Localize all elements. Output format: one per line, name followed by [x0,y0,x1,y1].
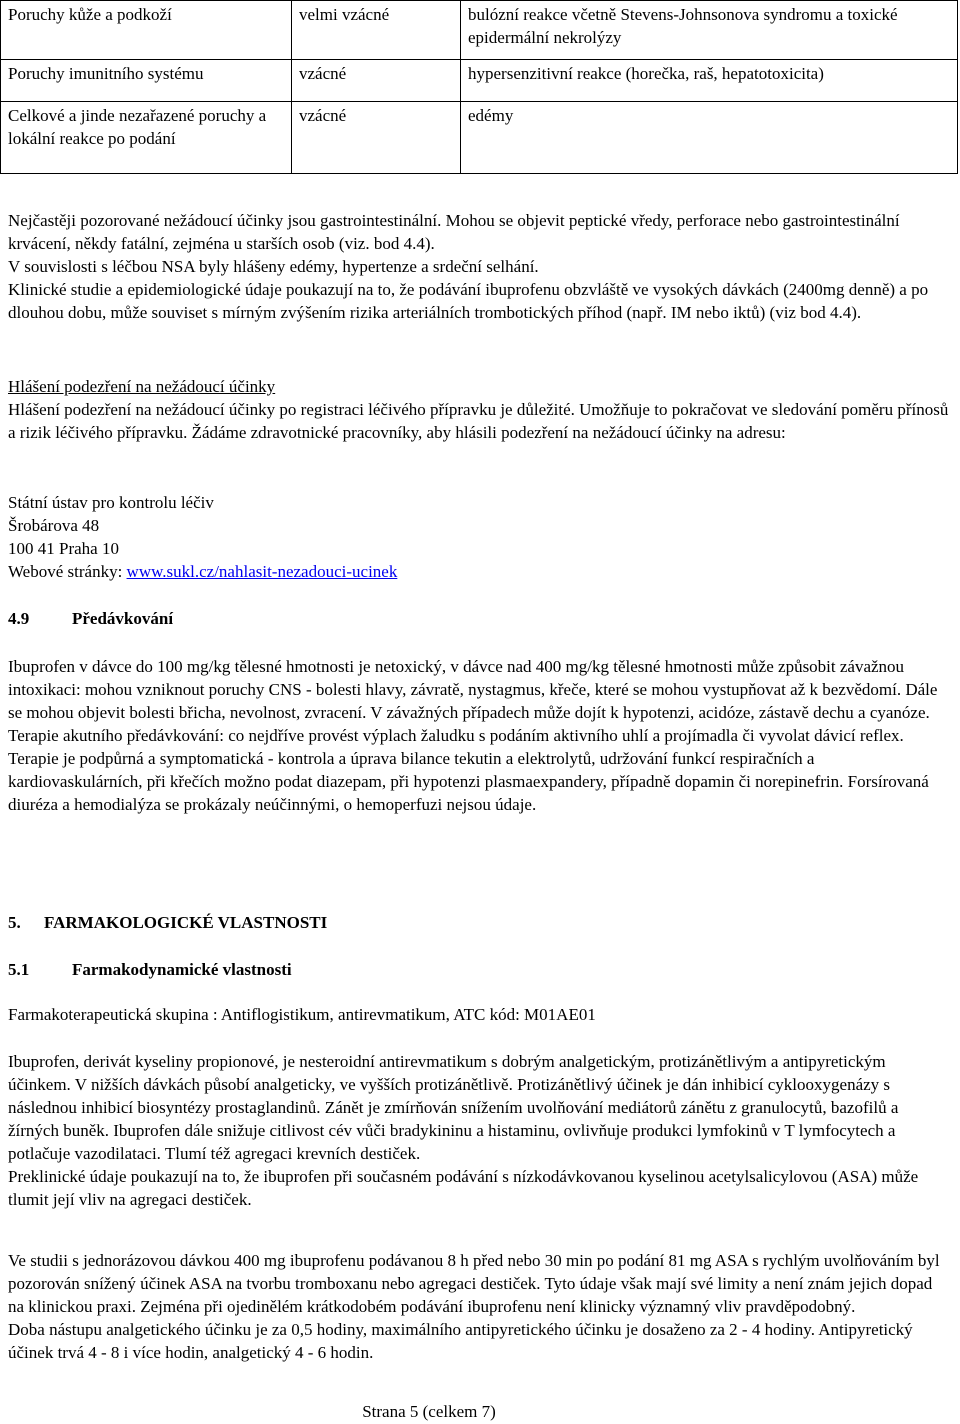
organ-class-cell: Celkové a jinde nezařazené poruchy a lokální reakce po podání [1,102,292,174]
frequency-cell: vzácné [292,102,461,174]
section-title: FARMAKOLOGICKÉ VLASTNOSTI [44,913,328,932]
frequency-cell: vzácné [292,60,461,102]
pharmacodynamics-text [8,1050,952,1211]
section-number: 5. [8,913,21,932]
section-heading-5-1 [8,958,952,981]
study-text [8,1249,952,1364]
effect-cell: hypersenzitivní reakce (horečka, raš, hepatotoxicita) [461,60,958,102]
section-heading-4-9 [8,607,952,630]
address-city: 100 41 Praha 10 [8,539,119,558]
section-title: Farmakodynamické vlastnosti [72,960,292,979]
overdose-text [8,655,952,816]
effect-cell: bulózní reakce včetně Stevens-Johnsonova syndromu a toxické epidermální nekrolýzy [461,1,958,60]
website-label: Webové stránky: [8,562,127,581]
paragraph: V souvislosti s léčbou NSA byly hlášeny edémy, hypertenze a srdeční selhání. [8,257,539,276]
paragraph: Terapie akutního předávkování: co nejdříve provést výplach žaludku s podáním aktivního uhlí a projímadla či vyvolat dávicí reflex. Terapie je podpůrná a symptomatická - kontrola a úprava bilance tekutin a elektrolytů, udržování funkcí respiračních a kardiovaskulárních, při křečích možno podat diazepam, při hypotenzi plasmaexpandery, případně dopamin či norepinefrin. Forsírovaná diuréza a hemodialýza se prokázaly neúčinnými, o hemoperfuzi nejsou údaje. [8,726,929,814]
reporting-heading: Hlášení podezření na nežádoucí účinky [8,377,276,396]
address-street: Šrobárova 48 [8,516,100,535]
paragraph: Ibuprofen, derivát kyseliny propionové, je nesteroidní antirevmatikum s dobrým analgetickým, protizánětlivým a antipyretickým účinkem. V nižších dávkách působí analgeticky, ve vyšších protizánětlivě. Protizánětlivý účinek je dán inhibicí cyklooxygenázy s následnou inhibicí biosyntézy prostaglandinů. Zánět je zmírňován snížením uvolňování mediátorů zánětu z granulocytů, bazofilů a žírných buněk. Ibuprofen dále snižuje citlivost cév vůči bradykininu a histaminu, ovlivňuje produkci lymfokinů v T lymfocytech a potlačuje vazodilataci. Tlumí též agregaci krevních destiček. [8,1052,899,1163]
reporting-section [8,375,952,444]
address-block [8,491,952,583]
table-row [1,60,958,102]
organ-class-cell: Poruchy imunitního systému [1,60,292,102]
table-row [1,1,958,60]
paragraph: Doba nástupu analgetického účinku je za 0,5 hodiny, maximálního antipyretického účinku je dosaženo za 2 - 4 hodiny. Antipyretický účinek trvá 4 - 8 i více hodin, analgetický 4 - 6 hodin. [8,1320,913,1362]
side-effects-text [8,209,952,324]
table-row [1,102,958,174]
paragraph: Nejčastěji pozorované nežádoucí účinky jsou gastrointestinální. Mohou se objevit peptické vředy, perforace nebo gastrointestinální krvácení, někdy fatální, zejména u starších osob (viz. bod 4.4). [8,211,900,253]
section-heading-5 [8,911,952,934]
pharmacotherapeutic-group [8,1003,952,1026]
paragraph: Farmakoterapeutická skupina : Antiflogistikum, antirevmatikum, ATC kód: M01AE01 [8,1005,596,1024]
paragraph: Klinické studie a epidemiologické údaje poukazují na to, že podávání ibuprofenu obzvláště ve vysokých dávkách (2400mg denně) a po dlouhou dobu, může souviset s mírným zvýšením rizika arteriálních trombotických příhod (např. IM nebo iktů) (viz bod 4.4). [8,280,929,322]
section-number: 4.9 [8,609,30,628]
adverse-effects-table [0,0,958,174]
paragraph: Preklinické údaje poukazují na to, že ibuprofen při současném podávání s nízkodávkovanou kyselinou acetylsalicylovou (ASA) může tlumit její vliv na agregaci destiček. [8,1167,919,1209]
organ-class-cell: Poruchy kůže a podkoží [1,1,292,60]
effect-cell: edémy [461,102,958,174]
section-title: Předávkování [72,609,174,628]
website-line [8,560,952,583]
paragraph: Hlášení podezření na nežádoucí účinky po registraci léčivého přípravku je důležité. Umožňuje to pokračovat ve sledování poměru přínosů a rizik léčivého přípravku. Žádáme zdravotnické pracovníky, aby hlásili podezření na nežádoucí účinky na adresu: [8,400,949,442]
frequency-cell: velmi vzácné [292,1,461,60]
section-number: 5.1 [8,960,30,979]
address-name: Státní ústav pro kontrolu léčiv [8,493,214,512]
website-link[interactable]: www.sukl.cz/nahlasit-nezadouci-ucinek [126,562,398,581]
paragraph: Ibuprofen v dávce do 100 mg/kg tělesné hmotnosti je netoxický, v dávce nad 400 mg/kg tělesné hmotnosti může způsobit závažnou intoxikaci: mohou vzniknout poruchy CNS - bolesti hlavy, závratě, nystagmus, křeče, které se mohou vystupňovat až k bezvědomí. Dále se mohou objevit bolesti břicha, nevolnost, zvracení. V závažných případech může dojít k hypotenzi, acidóze, zástavě dechu a cyanóze. [8,657,938,722]
paragraph: Ve studii s jednorázovou dávkou 400 mg ibuprofenu podávanou 8 h před nebo 30 min po podání 81 mg ASA s rychlým uvolňováním byl pozorován snížený účinek ASA na tvorbu tromboxanu nebo agregaci destiček. Tyto údaje však mají své limity a není znám jejich dopad na klinickou praxi. Zejména při ojedinělém krátkodobém podávání ibuprofenu není klinicky významný vliv pravděpodobný. [8,1251,940,1316]
page-footer: Strana 5 (celkem 7) [362,1402,496,1421]
